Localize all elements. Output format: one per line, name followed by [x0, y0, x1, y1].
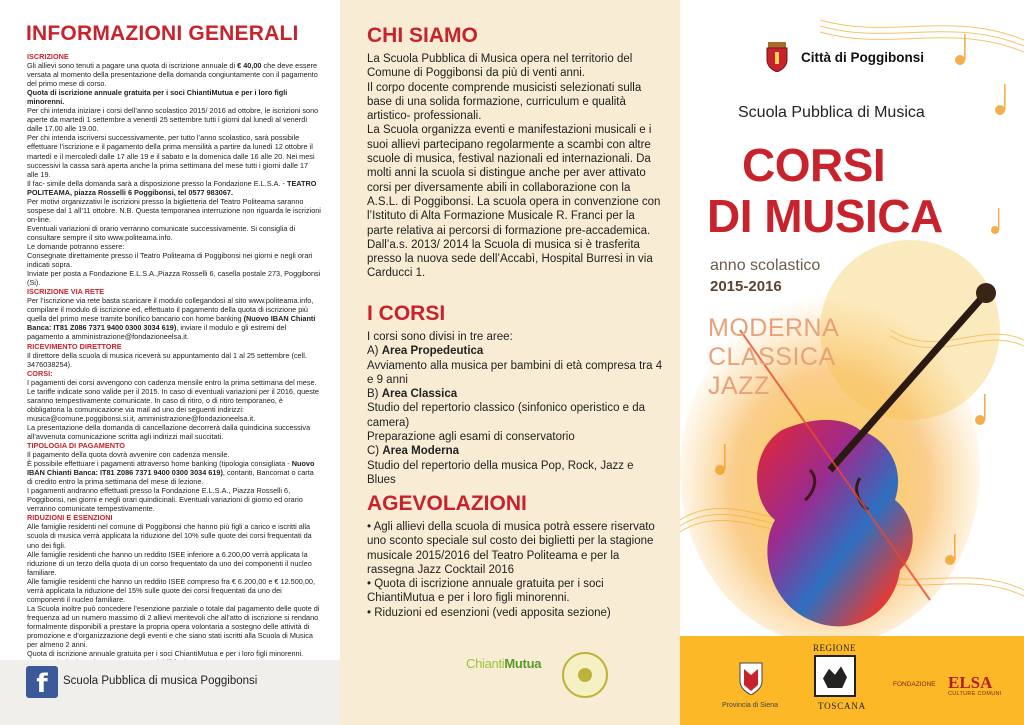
bold-text: € 40,00 [237, 61, 262, 71]
info-paragraph [27, 88, 321, 106]
info-paragraph [27, 351, 321, 369]
text-run: , contanti, Bancomat o carta di credito entro la prima settimana del mese di lezione. [27, 468, 314, 487]
info-paragraph [27, 197, 321, 224]
chiantimutua-logo-part: Chianti [466, 656, 505, 671]
provincia-label: Provincia di Siena [722, 702, 779, 709]
chi-siamo-paragraph: Il corpo docente comprende musicisti selezionati sulla base di una solida formazione, curriculum e qualità artistico- professionali. [367, 81, 642, 123]
facebook-footer[interactable] [0, 660, 340, 725]
info-paragraph [27, 61, 321, 88]
area-propedeutica-heading [367, 344, 663, 358]
area-classica-desc: Studio del repertorio classico (sinfonico operistico e da camera) Preparazione agli esami di conservatorio [367, 402, 646, 444]
area-classica-heading [367, 387, 663, 401]
text-run: Eventuali variazioni di orario verranno comunicate successivamente. Si consiglia di consultare sempre il sito www.politeama.info. [27, 223, 296, 242]
provincia-crest-icon [739, 661, 763, 695]
cover-title-line2: DI MUSICA [707, 190, 943, 242]
area-moderna-heading [367, 444, 663, 458]
panel-cover [680, 0, 1024, 725]
info-paragraph [27, 577, 321, 604]
panel-about [340, 0, 680, 725]
section-heading: ISCRIZIONE [27, 52, 69, 61]
text-run: Le domande potranno essere: [27, 241, 125, 251]
fondazione-seal-icon [562, 652, 608, 698]
text-run: I pagamenti andranno effettuati presso la Fondazione E.L.S.A., Piazza Rosselli 6, Poggibonsi, nei giorni e negli orari quindicinali. Eventuali variazioni di giorno ed orario verranno comunicate tempestivamente. [27, 486, 303, 514]
chi-siamo-paragraph: Dall’a.s. 2013/ 2014 la Scuola di musica si è trasferita presso la nuova sede dell’Accabì, Hospital Burresi in via Carducci 1. [367, 238, 653, 280]
general-info-body [27, 52, 321, 667]
info-paragraph [27, 378, 321, 423]
info-paragraph [27, 224, 321, 242]
text-run: Alle famiglie residenti che hanno un reddito ISEE compreso fra € 6.200,00 e € 12.500,00, verrà applicata la riduzione del 15% sulle quote dei corsi frequentati da uno dei componenti il nucleo familiare. [27, 576, 316, 604]
info-paragraph [27, 179, 321, 197]
info-paragraph [27, 450, 321, 459]
sponsor-logos [340, 632, 680, 725]
area-moderna-desc: Studio del repertorio della musica Pop, Rock, Jazz e Blues [367, 459, 634, 486]
area-name: Area Moderna [382, 445, 460, 458]
info-paragraph [27, 486, 321, 513]
elsa-logo: ELSA [948, 673, 993, 692]
regione-name: TOSCANA [818, 701, 866, 711]
bold-text: TEATRO POLITEAMA, piazza Rosselli 6 Poggibonsi, tel 0577 983067. [27, 178, 317, 197]
text-run: Gli allievi sono tenuti a pagare una quota di iscrizione annuale di [27, 61, 238, 71]
bold-text: (Nuovo IBAN Chianti Banca: IT81 Z086 7371 9400 0300 3034 619) [27, 314, 316, 333]
area-letter: B) [367, 388, 382, 401]
info-paragraph [27, 550, 321, 577]
text-run: Il direttore della scuola di musica riceverà su appuntamento dal 1 al 25 settembre (cell. 3476038254). [27, 350, 307, 369]
chiantimutua-logo-part: Mutua [504, 656, 542, 671]
text-run: Quota di iscrizione annuale gratuita per i soci ChiantiMutua e per i loro figli minorenni. [27, 649, 304, 659]
info-paragraph [27, 604, 321, 649]
info-paragraph [27, 269, 321, 287]
facebook-page-label[interactable]: Scuola Pubblica di musica Poggibonsi [63, 675, 258, 687]
section-heading: TIPOLOGIA DI PAGAMENTO [27, 441, 125, 451]
text-run: che deve essere versata al momento della presentazione della domanda congiuntamente con il pagamento del primo mese di corso. [27, 61, 318, 89]
section-heading: RIDUZIONI E ESENZIONI [27, 513, 113, 523]
chi-siamo-paragraph: La Scuola Pubblica di Musica opera nel territorio del Comune di Poggibonsi da più di venti anni. [367, 53, 633, 80]
corsi-intro: I corsi sono divisi in tre aree: [367, 331, 513, 343]
info-paragraph [27, 296, 321, 341]
city-name: Città di Poggibonsi [801, 50, 924, 65]
genre-moderna: MODERNA [708, 314, 840, 342]
general-info-title: INFORMAZIONI GENERALI [26, 22, 299, 45]
elsa-subtitle: CULTURE COMUNI [948, 691, 1002, 697]
info-paragraph [27, 649, 321, 658]
text-run: Inviate per posta a Fondazione E.L.S.A.,Piazza Rosselli 6, casella postale 273, Poggibonsi (Si). [27, 269, 321, 288]
bold-text: Quota di iscrizione annuale gratuita per i soci ChiantiMutua e per i loro figli minorenni. [27, 88, 288, 107]
cover-title-line1: CORSI [742, 139, 886, 191]
section-heading: ISCRIZIONE VIA RETE [27, 287, 105, 297]
area-letter: C) [367, 445, 383, 458]
area-name: Area Classica [381, 388, 458, 401]
poggibonsi-crest-icon [766, 42, 788, 72]
info-paragraph [27, 106, 321, 133]
info-paragraph [27, 522, 321, 549]
text-run: Alle famiglie residenti che hanno un reddito ISEE inferiore a 6.200,00 verrà applicata la riduzione di un terzo della quota di un corso frequentato da uno dei componenti il nucleo familiare. [27, 549, 312, 577]
school-year: 2015-2016 [710, 278, 782, 295]
info-paragraph [27, 242, 321, 251]
fondazione-label: FONDAZIONE [893, 681, 936, 688]
info-paragraph [27, 459, 321, 486]
text-run: Per chi intenda iniziare i corsi dell’anno scolastico 2015/ 2016 ad ottobre, le iscrizioni sono aperte da martedì 1 settembre a venerdì 25 settembre tutti i giorni dal lunedì al venerdì dalle 17.00 alle 19.00. [27, 106, 319, 134]
text-run: È possibile effettuare i pagamenti attraverso home banking (tipologia consigliata - [27, 459, 292, 469]
text-run: , inviare il modulo e gli estremi del pagamento a amministrazione@fondazioneelsa.it. [27, 323, 287, 342]
area-propedeutica-desc: Avviamento alla musica per bambini di età compresa tra 4 e 9 anni [367, 359, 663, 386]
school-year-label: anno scolastico [710, 257, 821, 274]
chi-siamo-text [367, 52, 663, 281]
text-run: Il fac- simile della domanda sarà a disposizione presso la Fondazione E.L.S.A. - [27, 178, 287, 188]
chiantimutua-logo [466, 656, 541, 671]
text-run: La presentazione della domanda di cancellazione decorrerà dalla quindicina successiva all’avvenuta comunicazione scritta agli indirizzi mail succitati. [27, 422, 311, 441]
bold-text: Nuovo IBAN Chianti Banca: IT81 Z086 7371 9400 0300 3034 619) [27, 459, 315, 478]
corsi-text [367, 330, 663, 487]
school-name: Scuola Pubblica di Musica [738, 104, 925, 121]
text-run: Per chi intenda iscriversi successivamente, per tutto l’anno scolastico, sarà possibile effettuare l’iscrizione e il pagamento della prima mensilità a partire da lunedì 12 ottobre il martedì e il mercoledì dalle 17 alle 19 e il sabato e la domenica dalle 16 alle 20. Nei mesi successivi la cassa sarà aperta anche la prima settimana del mese tutti i giorni dalle 17 alle 19. [27, 133, 315, 179]
text-run: I pagamenti dei corsi avvengono con cadenza mensile entro la prima settimana del mese. Le tariffe indicate sono valide per il 2015. In caso di eventuali variazioni per il 2016, queste saranno tempestivamente comunicate. In caso di ritiro, o di ritiro temporaneo, è obbligatoria la comunicazione via mail ad uno dei seguenti indirizzi: musica@comune.poggibonsi.si.it, amministrazione@fondazioneelsa.it. [27, 377, 319, 423]
section-heading: RICEVIMENTO DIRETTORE [27, 341, 122, 351]
corsi-title: I CORSI [367, 302, 446, 325]
genre-classica: CLASSICA [708, 343, 836, 371]
area-letter: A) [367, 345, 382, 358]
regione-toscana-logo-icon [814, 655, 856, 697]
regione-label: REGIONE [813, 643, 856, 653]
info-paragraph [27, 133, 321, 178]
agevolazioni-item: • Agli allievi della scuola di musica potrà essere riservato uno sconto speciale sul costo dei biglietti per la stagione musicale 2015/2016 del Teatro Politeama e per la rassegna Jazz Cocktail 2016 [367, 521, 655, 576]
agevolazioni-item: • Riduzioni ed esenzioni (vedi apposita sezione) [367, 606, 611, 619]
agevolazioni-list [367, 520, 663, 620]
area-name: Area Propedeutica [381, 345, 484, 358]
text-run: La Scuola inoltre può concedere l’esenzione parziale o totale dal pagamento delle quote di frequenza ad un numero massimo di 2 allievi meritevoli che all’atto di iscrizione si rendano formalmente disponibili a prestare la propria opera volontaria a sostegno delle attività di promozione e d’organizzazione degli eventi e che siano stati iscritti alla Scuola di Musica per almeno 2 anni. [27, 603, 320, 650]
text-run: Alle famiglie residenti nel comune di Poggibonsi che hanno più figli a carico e iscritti alla scuola di musica verrà applicata la riduzione del 10% sulle quote dei corsi frequentati da uno dei figli. [27, 522, 312, 550]
info-paragraph [27, 251, 321, 269]
panel-general-info [0, 0, 340, 725]
agevolazioni-title: AGEVOLAZIONI [367, 492, 527, 515]
agevolazioni-item: • Quota di iscrizione annuale gratuita per i soci ChiantiMutua e per i loro figli minorenni. [367, 578, 604, 605]
info-paragraph [27, 423, 321, 441]
genre-jazz: JAZZ [708, 372, 770, 400]
text-run: Consegnate direttamente presso il Teatro Politeama di Poggibonsi nei giorni e negli orari indicati sopra. [27, 251, 313, 270]
text-run: Il pagamento della quota dovrà avvenire con cadenza mensile. [27, 450, 230, 460]
text-run: Per l’iscrizione via rete basta scaricare il modulo collegandosi al sito www.politeama.info, compilare il modulo di iscrizione ed, effettuato il pagamento della quota di iscrizione più quella del primo mese tramite bonifico bancario con home banking [27, 296, 314, 324]
section-heading: CORSI: [27, 368, 53, 378]
chi-siamo-paragraph: La Scuola organizza eventi e manifestazioni musicali e i suoi allievi partecipano regolarmente a scambi con altre scuole di musica, festival nazionali ed internazionali. Da molti anni la scuola si distingue anche per aver attivato corsi per diversamente abili in collaborazione con la A.S.L. di Poggibonsi. La scuola opera in convenzione con l’Istituto di Alta Formazione Musicale R. Franci per la parte relativa ai percorsi di formazione pre-accademica. [367, 124, 661, 237]
facebook-icon[interactable]: f [26, 666, 58, 698]
chi-siamo-title: CHI SIAMO [367, 24, 478, 47]
text-run: Per motivi organizzativi le iscrizioni presso la biglietteria del Teatro Politeama saranno sospese dal 1 all’11 ottobre. N.B. Questa temporanea interruzione non riguarda le iscrizioni on-line. [27, 196, 321, 224]
